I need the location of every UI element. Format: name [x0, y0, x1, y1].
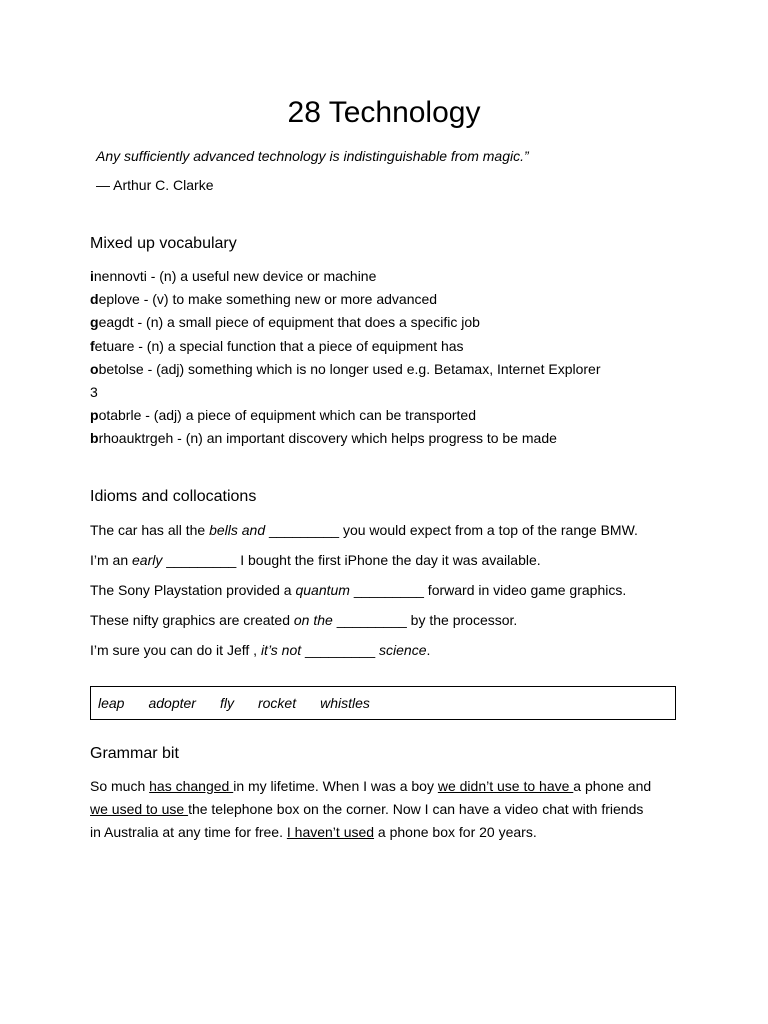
- grammar-heading: Grammar bit: [90, 745, 179, 762]
- idiom-text: I’m sure you can do it Jeff ,: [90, 642, 261, 658]
- idioms-list: [90, 518, 710, 668]
- vocab-text: otabrle - (adj) a piece of equipment which can be transported: [98, 407, 477, 424]
- idiom-text: _________ you would expect from a top of the range BMW.: [265, 522, 638, 538]
- idioms-heading: Idioms and collocations: [90, 488, 257, 505]
- idiom-text: These nifty graphics are created: [90, 612, 294, 628]
- vocab-first-letter: g: [90, 314, 99, 331]
- idiom-text: The car has all the: [90, 522, 210, 538]
- vocab-list: [90, 265, 690, 451]
- grammar-line: [90, 798, 690, 821]
- grammar-text: So much: [90, 778, 150, 794]
- vocab-first-letter: f: [90, 337, 95, 354]
- grammar-text: a phone box for 20 years.: [374, 824, 537, 841]
- idiom-text: _________ forward in video game graphics.: [349, 582, 627, 598]
- vocab-first-letter: i: [90, 268, 94, 284]
- word-box: [90, 686, 676, 720]
- word-box-word: adopter: [148, 695, 196, 711]
- word-box-word: leap: [98, 695, 125, 711]
- word-box-word: whistles: [320, 695, 370, 711]
- grammar-text: a phone and: [573, 778, 652, 794]
- vocab-first-letter: o: [90, 360, 99, 377]
- page-title: 28 Technology: [287, 96, 481, 129]
- idiom-text: _________ by the processor.: [332, 612, 518, 628]
- grammar-underlined: I haven’t used: [286, 824, 375, 841]
- idiom-text: _________ I bought the first iPhone the day it was available.: [162, 552, 541, 568]
- vocab-item: [90, 265, 690, 288]
- grammar-text: in Australia at any time for free.: [90, 824, 287, 841]
- idiom-sentence: [90, 578, 710, 608]
- vocab-item: [90, 427, 690, 450]
- idiom-italic: quantum: [295, 582, 350, 598]
- vocab-first-letter: b: [90, 430, 99, 447]
- idiom-italic: it’s not: [260, 642, 302, 658]
- idiom-sentence: [90, 608, 710, 638]
- grammar-text: the telephone box on the corner. Now I can have a video chat with friends: [188, 801, 644, 818]
- idiom-text: _________: [301, 642, 380, 658]
- grammar-line: [90, 775, 690, 798]
- word-box-word: fly: [219, 695, 234, 711]
- vocab-first-letter: p: [90, 407, 99, 424]
- epigraph-quote: Any sufficiently advanced technology is indistinguishable from magic.”: [96, 148, 529, 164]
- idiom-italic: science: [379, 642, 427, 658]
- word-box-word: rocket: [257, 695, 297, 711]
- idiom-text: I’m an: [90, 552, 133, 568]
- vocab-text: eplove - (v) to make something new or more advanced: [98, 291, 438, 308]
- idiom-sentence: [90, 638, 710, 668]
- vocab-first-letter: d: [90, 291, 99, 308]
- grammar-line: [90, 821, 690, 844]
- epigraph-author: — Arthur C. Clarke: [96, 177, 214, 193]
- idiom-sentence: [90, 518, 710, 548]
- vocab-heading: Mixed up vocabulary: [90, 235, 237, 252]
- vocab-text: etuare - (n) a special function that a piece of equipment has: [94, 337, 464, 354]
- grammar-underlined: we used to use: [90, 801, 189, 818]
- grammar-underlined: has changed: [149, 778, 234, 794]
- vocab-item: [90, 358, 690, 381]
- vocab-text: rhoauktrgeh - (n) an important discovery which helps progress to be made: [98, 430, 557, 447]
- vocab-item: [90, 288, 690, 311]
- idiom-sentence: [90, 548, 710, 578]
- idiom-italic: bells and: [209, 522, 266, 538]
- idiom-italic: on the: [293, 612, 333, 628]
- idiom-italic: early: [132, 552, 163, 568]
- vocab-item: [90, 335, 690, 358]
- vocab-item: [90, 311, 690, 334]
- vocab-item: [90, 381, 690, 404]
- grammar-underlined: we didn’t use to have: [437, 778, 574, 794]
- grammar-text: in my lifetime. When I was a boy: [233, 778, 438, 794]
- vocab-text: 3: [90, 383, 98, 400]
- idiom-text: The Sony Playstation provided a: [90, 582, 296, 598]
- vocab-text: betolse - (adj) something which is no longer used e.g. Betamax, Internet Explorer: [98, 360, 601, 377]
- vocab-text: nennovti - (n) a useful new device or machine: [93, 268, 377, 284]
- grammar-paragraph: [90, 775, 690, 845]
- vocab-text: eagdt - (n) a small piece of equipment that does a specific job: [98, 314, 480, 331]
- vocab-item: [90, 404, 690, 427]
- idiom-text: .: [426, 642, 431, 658]
